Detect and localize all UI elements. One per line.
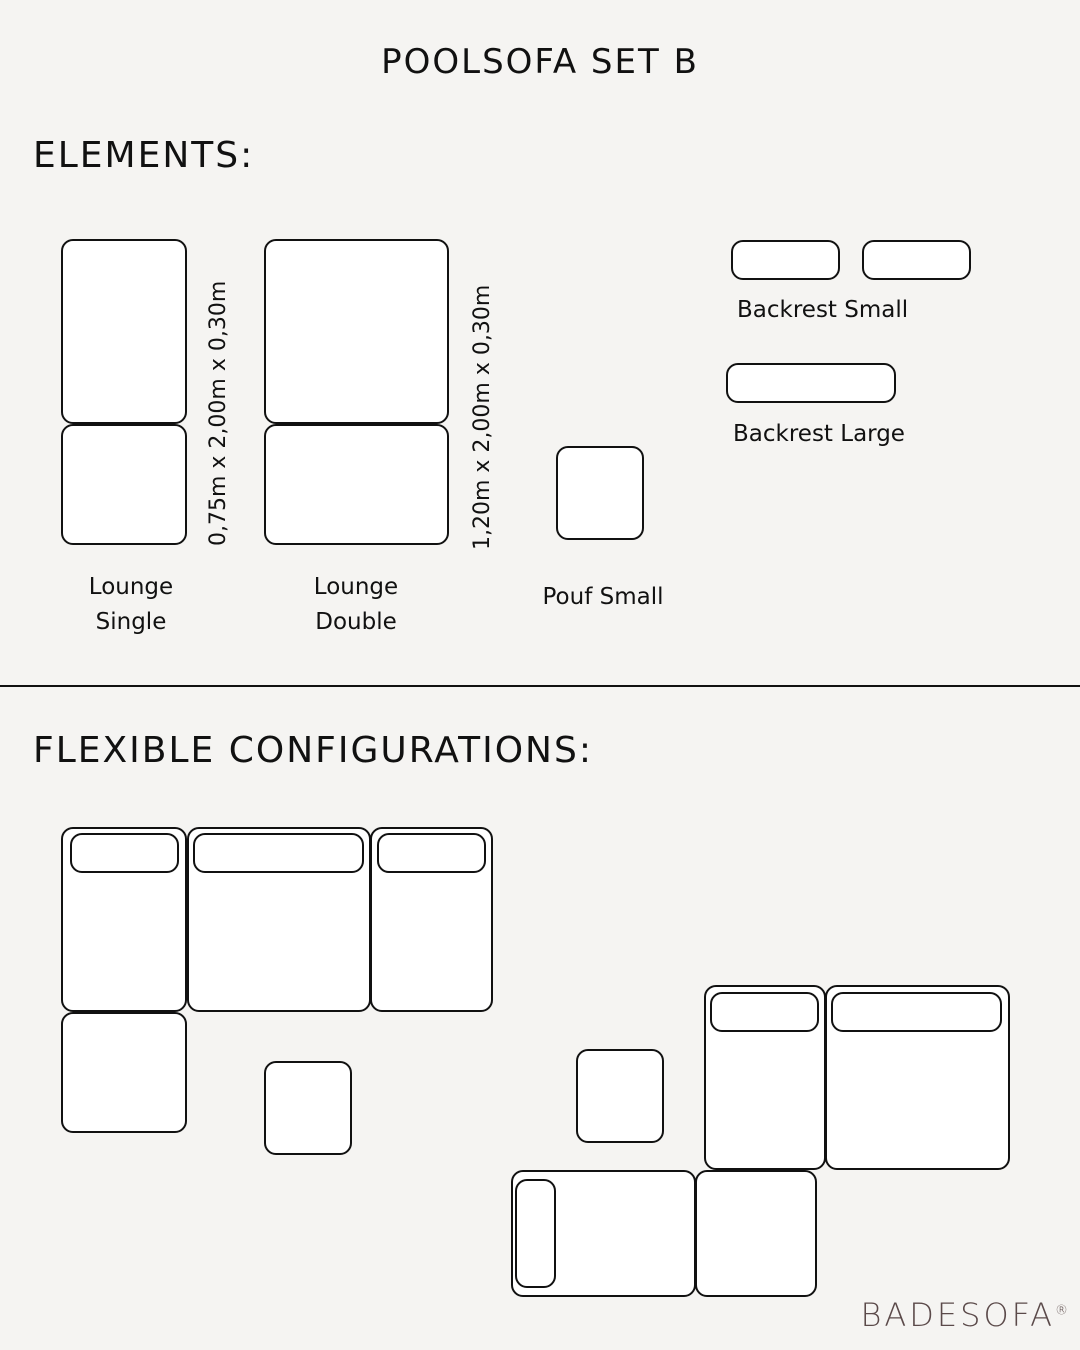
brand-name: BADESOFA: [860, 1296, 1055, 1334]
lounge-single-label-line2: Single: [95, 609, 167, 635]
lounge-double-dimensions: 1,20m x 2,00m x 0,30m: [470, 284, 495, 550]
lounge-single-dimensions: 0,75m x 2,00m x 0,30m: [206, 280, 231, 546]
section-divider: [0, 685, 1080, 687]
config2-backrest-large: [831, 992, 1002, 1032]
lounge-double-seatpart: [264, 424, 449, 545]
lounge-single-label-line1: Lounge: [88, 574, 174, 600]
lounge-single-label: [61, 570, 201, 640]
config2-pouf-small: [576, 1049, 664, 1143]
elements-heading: ELEMENTS:: [33, 135, 255, 176]
backrest-small-shape: [731, 240, 840, 280]
lounge-double-backpart: [264, 239, 449, 424]
backrest-small-label: Backrest Small: [737, 297, 909, 323]
pouf-small-label: Pouf Small: [542, 584, 664, 610]
lounge-double-label: [286, 570, 426, 640]
configurations-heading: FLEXIBLE CONFIGURATIONS:: [33, 730, 593, 771]
backrest-small-shape: [862, 240, 971, 280]
config2-backrest-small: [710, 992, 819, 1032]
config1-seatpart: [61, 1012, 187, 1133]
lounge-double-label-line1: Lounge: [313, 574, 399, 600]
backrest-large-label: Backrest Large: [733, 421, 905, 447]
config2-backrest-vertical: [515, 1179, 556, 1288]
config1-backrest-small-right: [377, 833, 486, 873]
lounge-single-seatpart: [61, 424, 187, 545]
backrest-large-shape: [726, 363, 896, 403]
config2-seatpart: [695, 1170, 817, 1297]
lounge-double-label-line2: Double: [315, 609, 397, 635]
config1-backrest-small-left: [70, 833, 179, 873]
lounge-single-backpart: [61, 239, 187, 424]
pouf-small-shape: [556, 446, 644, 540]
config1-pouf-small: [264, 1061, 352, 1155]
brand-logo: [860, 1296, 1068, 1334]
config1-backrest-large: [193, 833, 364, 873]
page-title: POOLSOFA SET B: [381, 42, 699, 82]
brand-registered-mark: ®: [1055, 1303, 1068, 1319]
